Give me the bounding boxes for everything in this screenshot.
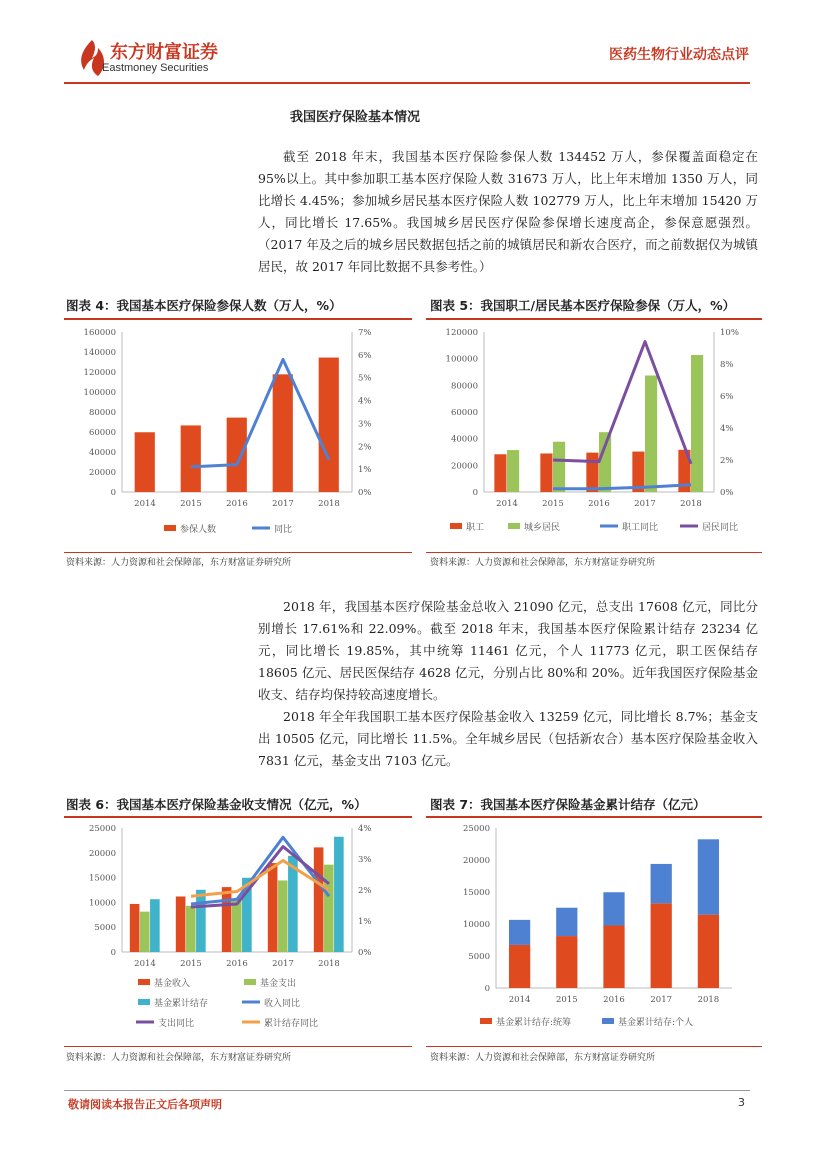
legend-label: 居民同比 xyxy=(702,523,739,533)
figure-5-bottom-rule xyxy=(426,552,762,553)
legend-label: 基金支出 xyxy=(260,979,297,989)
x-tick-label: 2018 xyxy=(680,499,702,509)
figure-4-bottom-rule xyxy=(64,552,412,553)
bar xyxy=(553,442,565,492)
legend-label: 基金累计结存 xyxy=(154,999,209,1009)
x-tick-label: 2014 xyxy=(508,995,531,1005)
bar xyxy=(599,432,611,492)
bar xyxy=(540,453,552,492)
series-line xyxy=(191,359,329,466)
y-tick-label: 80000 xyxy=(450,381,478,392)
y2-tick-label: 2% xyxy=(358,886,372,896)
y-tick-label: 10000 xyxy=(88,898,116,909)
figure-5-title: 图表 5：我国职工/居民基本医疗保险参保（万人，%） xyxy=(430,298,736,313)
legend-swatch xyxy=(138,979,150,985)
legend-label: 支出同比 xyxy=(158,1019,195,1029)
report-type-label: 医药生物行业动态点评 xyxy=(609,47,749,63)
y2-tick-label: 4% xyxy=(358,824,372,834)
y-tick-label: 120000 xyxy=(83,368,116,378)
y-tick-label: 15000 xyxy=(462,888,490,898)
x-tick-label: 2017 xyxy=(634,499,656,509)
y-tick-label: 40000 xyxy=(450,434,478,445)
y2-tick-label: 7% xyxy=(358,328,372,338)
y2-tick-label: 6% xyxy=(358,350,372,361)
figure-5-top-rule xyxy=(426,318,762,320)
paragraph-fund: 2018 年，我国基本医疗保险基金总收入 21090 亿元，总支出 17608 亿元，同比分别增长 17.61%和 22.09%。截至 2018 年末，我国基本医疗保险累计结存 23234 亿元，同比增长 19.85%，其中统筹 11461 亿元，个人 11773 亿元，职工医保结存 18605 亿元、居民医保结存 4628 亿元，分别占比 80%和 20%。近年我国医疗保险基金收支、结存均保持较高速度增长。 xyxy=(258,599,758,702)
paragraph-insured: 截至 2018 年末，我国基本医疗保险参保人数 134452 万人，参保覆盖面稳定在 95%以上。其中参加职工基本医疗保险人数 31673 万人，比上年末增加 1350 万人，同比增长 4.45%；参加城乡居民基本医疗保险人数 102779 万人，比上年末增加 15420 万人，同比增长 17.65%。我国城乡居民医疗保险参保增长速度高企，参保意愿强烈。（2017 年及之后的城乡居民数据包括之前的城镇居民和新农合医疗，而之前数据仅为城镇居民，故 2017 年同比数据不具参考性。） xyxy=(258,149,758,274)
figure-5-source: 资料来源：人力资源和社会保障部，东方财富证券研究所 xyxy=(430,558,656,568)
legend-swatch xyxy=(138,999,150,1005)
figure-7-bottom-rule xyxy=(426,1046,762,1047)
bar xyxy=(135,432,155,492)
bar xyxy=(324,865,334,952)
y-tick-label: 15000 xyxy=(88,873,116,884)
y2-tick-label: 4% xyxy=(358,396,372,407)
page-number: 3 xyxy=(738,1096,745,1109)
x-tick-label: 2014 xyxy=(134,499,156,509)
x-tick-label: 2017 xyxy=(272,959,294,969)
legend-swatch xyxy=(244,979,256,985)
x-tick-label: 2017 xyxy=(272,499,294,509)
figure-7-chart xyxy=(426,820,762,1046)
legend-label: 职工同比 xyxy=(622,523,659,533)
bar xyxy=(278,880,288,952)
bar xyxy=(130,904,140,952)
bar xyxy=(273,374,293,492)
legend-label: 累计结存同比 xyxy=(264,1019,319,1029)
figure-7-title: 图表 7：我国基本医疗保险基金累计结存（亿元） xyxy=(430,797,706,812)
legend-label: 基金累计结存:统筹 xyxy=(496,1018,572,1028)
y2-tick-label: 2% xyxy=(720,456,734,466)
y-tick-label: 120000 xyxy=(445,328,478,338)
legend-label: 同比 xyxy=(274,525,293,535)
y2-tick-label: 3% xyxy=(358,855,372,865)
y-tick-label: 0 xyxy=(110,488,116,498)
y-tick-label: 80000 xyxy=(88,408,116,418)
x-tick-label: 2018 xyxy=(318,499,340,509)
figure-6-title: 图表 6：我国基本医疗保险基金收支情况（亿元，%） xyxy=(66,797,367,812)
legend-label: 职工 xyxy=(466,523,485,533)
x-tick-label: 2015 xyxy=(180,499,202,509)
y-tick-label: 60000 xyxy=(88,428,116,438)
legend-swatch xyxy=(450,523,462,529)
y-tick-label: 100000 xyxy=(445,354,478,365)
footer-disclaimer: 敬请阅读本报告正文后各项声明 xyxy=(68,1098,222,1111)
y2-tick-label: 4% xyxy=(720,424,734,434)
bar xyxy=(645,376,657,492)
y-tick-label: 20000 xyxy=(450,461,478,472)
bar xyxy=(509,920,530,945)
bar xyxy=(140,912,150,952)
y-tick-label: 100000 xyxy=(83,388,116,398)
bar xyxy=(494,454,506,492)
figure-4-source: 资料来源：人力资源和社会保障部，东方财富证券研究所 xyxy=(66,558,292,568)
bar xyxy=(181,425,201,492)
bar xyxy=(334,837,344,952)
bar xyxy=(509,945,530,988)
figure-7-source: 资料来源：人力资源和社会保障部，东方财富证券研究所 xyxy=(430,1053,656,1063)
y2-tick-label: 0% xyxy=(358,948,372,958)
x-tick-label: 2018 xyxy=(697,995,720,1005)
section-title: 我国医疗保险基本情况 xyxy=(290,110,421,125)
bar xyxy=(222,887,232,952)
x-tick-label: 2015 xyxy=(542,499,564,509)
footer-rule xyxy=(64,1090,750,1091)
y2-tick-label: 1% xyxy=(358,465,372,476)
figure-5-chart xyxy=(426,322,762,552)
y-tick-label: 20000 xyxy=(88,468,116,478)
y-tick-label: 40000 xyxy=(88,448,116,458)
bar xyxy=(507,450,519,492)
legend-label: 基金收入 xyxy=(154,979,191,989)
y2-tick-label: 0% xyxy=(358,488,372,498)
x-tick-label: 2017 xyxy=(650,995,673,1005)
legend-label: 城乡居民 xyxy=(524,523,561,533)
y2-tick-label: 2% xyxy=(358,442,372,453)
y-tick-label: 5000 xyxy=(94,923,116,934)
figure-4-title: 图表 4：我国基本医疗保险参保人数（万人，%） xyxy=(66,298,342,313)
bar xyxy=(603,892,624,925)
bar xyxy=(176,896,186,952)
y-tick-label: 160000 xyxy=(83,328,116,338)
bar xyxy=(698,915,719,988)
x-tick-label: 2016 xyxy=(588,499,610,509)
figure-6-top-rule xyxy=(64,816,412,818)
bar xyxy=(556,908,577,936)
bar xyxy=(586,453,598,492)
bar xyxy=(651,864,672,903)
figure-6-chart xyxy=(64,820,412,1046)
bar xyxy=(232,899,242,952)
y-tick-label: 10000 xyxy=(462,920,490,930)
y2-tick-label: 1% xyxy=(358,917,372,927)
bar xyxy=(691,355,703,492)
bar xyxy=(556,936,577,988)
bar xyxy=(319,358,339,492)
bar xyxy=(150,899,160,952)
logo-english-name: Eastmoney Securities xyxy=(102,62,209,74)
y2-tick-label: 3% xyxy=(358,419,372,430)
y2-tick-label: 6% xyxy=(720,392,734,402)
y-tick-label: 0 xyxy=(110,948,116,958)
figure-7-top-rule xyxy=(426,816,762,818)
y2-tick-label: 5% xyxy=(358,373,372,384)
bar xyxy=(314,847,324,952)
legend-label: 基金累计结存:个人 xyxy=(618,1018,694,1028)
y-tick-label: 0 xyxy=(472,488,478,498)
y-tick-label: 25000 xyxy=(462,824,490,834)
y-tick-label: 60000 xyxy=(450,408,478,418)
y-tick-label: 25000 xyxy=(88,824,116,834)
bar xyxy=(186,906,196,952)
bar xyxy=(196,890,206,952)
legend-label: 参保人数 xyxy=(180,525,217,535)
company-logo xyxy=(74,38,254,80)
y-tick-label: 140000 xyxy=(83,348,116,358)
bar xyxy=(698,839,719,914)
y2-tick-label: 10% xyxy=(720,328,739,338)
x-tick-label: 2015 xyxy=(180,959,202,969)
legend-swatch xyxy=(164,525,176,531)
y-tick-label: 0 xyxy=(484,984,490,994)
legend-swatch xyxy=(508,523,520,529)
x-tick-label: 2015 xyxy=(555,995,578,1005)
legend-label: 收入同比 xyxy=(264,999,301,1009)
y2-tick-label: 0% xyxy=(720,488,734,498)
series-line xyxy=(553,485,691,489)
y-tick-label: 5000 xyxy=(468,952,490,962)
paragraph-fund-detail: 2018 年全年我国职工基本医疗保险基金收入 13259 亿元，同比增长 8.7%；基金支出 10505 亿元，同比增长 11.5%。全年城乡居民（包括新农合）基本医疗保险基金收入 7831 亿元，基金支出 7103 亿元。 xyxy=(258,709,758,768)
figure-6-source: 资料来源：人力资源和社会保障部，东方财富证券研究所 xyxy=(66,1053,292,1063)
header-rule xyxy=(64,82,750,84)
figure-6-bottom-rule xyxy=(64,1046,412,1047)
x-tick-label: 2016 xyxy=(603,995,625,1005)
y-tick-label: 20000 xyxy=(462,856,490,866)
y2-tick-label: 8% xyxy=(720,360,734,370)
y-tick-label: 20000 xyxy=(88,848,116,859)
x-tick-label: 2016 xyxy=(226,499,248,509)
logo-chinese-name: 东方财富证券 xyxy=(110,42,218,63)
bar xyxy=(651,903,672,988)
bar xyxy=(268,863,278,952)
x-tick-label: 2018 xyxy=(318,959,340,969)
x-tick-label: 2014 xyxy=(496,499,518,509)
figure-4-chart xyxy=(64,322,412,552)
x-tick-label: 2014 xyxy=(134,959,156,969)
bar xyxy=(227,418,247,492)
series-line xyxy=(553,342,691,464)
x-tick-label: 2016 xyxy=(226,959,248,969)
legend-swatch xyxy=(480,1018,492,1024)
legend-swatch xyxy=(602,1018,614,1024)
bar xyxy=(603,926,624,988)
figure-4-top-rule xyxy=(64,318,412,320)
